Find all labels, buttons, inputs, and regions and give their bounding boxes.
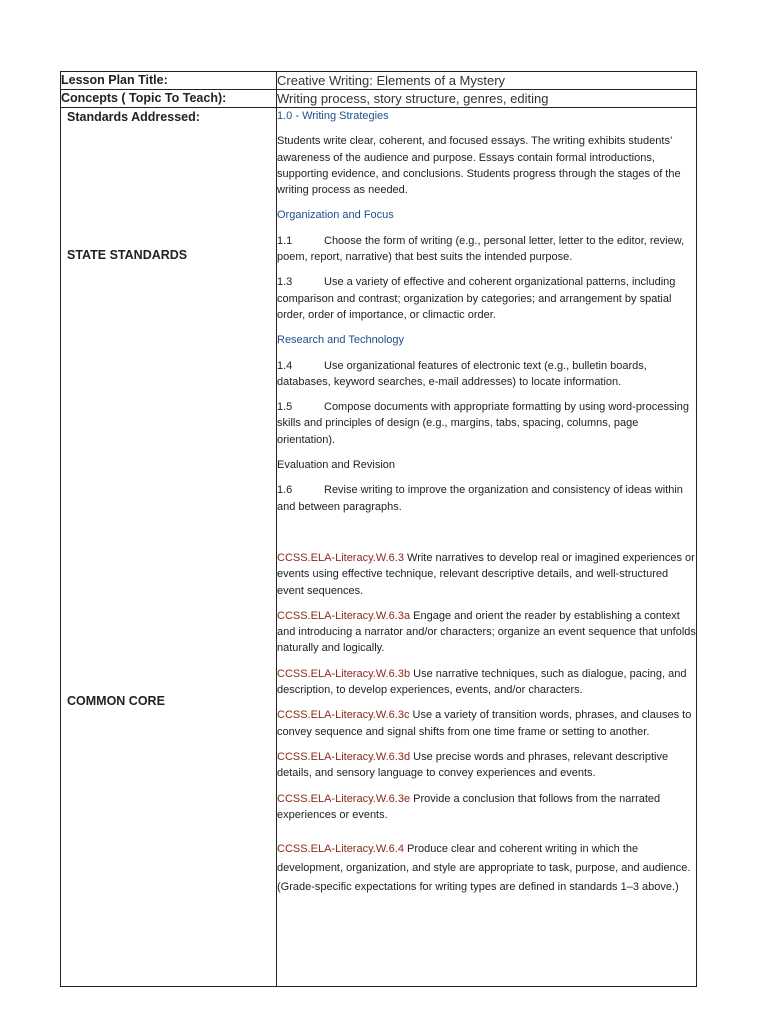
ccss-w63d <box>277 749 696 782</box>
title-row <box>61 72 697 90</box>
common-core-label: COMMON CORE <box>67 694 165 708</box>
organization-focus-heading: Organization and Focus <box>277 209 394 222</box>
ccss-w63a-text: Engage and orient the reader by establishing a context and introducing a narrator and/or characters; organize an event sequence that unfolds naturally and logically. <box>277 609 696 655</box>
ccss-w63-code: CCSS.ELA-Literacy.W.6.3 <box>277 551 404 564</box>
concepts-row <box>61 90 697 108</box>
standards-row <box>61 108 697 987</box>
standard-1-1-text: Choose the form of writing (e.g., personal letter, letter to the editor, review, poem, report, narrative) that best suits the intended purpose. <box>277 234 685 264</box>
ccss-w64-text: Produce clear and coherent writing in which the development, organization, and style are appropriate to task, purpose, and audience. (Grade-specific expectations for writing types are defined in standards 1–3 above.) <box>277 843 691 894</box>
standard-1-6-number: 1.6 <box>277 484 293 497</box>
standards-label: Standards Addressed: <box>67 110 200 124</box>
title-value: Creative Writing: Elements of a Mystery <box>277 72 697 90</box>
title-label: Lesson Plan Title: <box>61 72 277 90</box>
ccss-w63d-text: Use precise words and phrases, relevant descriptive details, and sensory language to convey experiences and events. <box>277 750 669 780</box>
standard-1-3-number: 1.3 <box>277 276 293 289</box>
standard-1-1-number: 1.1 <box>277 234 293 247</box>
evaluation-revision-heading: Evaluation and Revision <box>277 459 396 472</box>
concepts-label: Concepts ( Topic To Teach): <box>61 90 277 108</box>
ccss-w63c-text: Use a variety of transition words, phrases, and clauses to convey sequence and signal shifts from one time frame or setting to another. <box>277 709 692 738</box>
ccss-w63a-code: CCSS.ELA-Literacy.W.6.3a <box>277 609 411 622</box>
standards-content-cell <box>277 108 697 987</box>
section-spacer <box>277 524 696 550</box>
research-technology-heading: Research and Technology <box>277 334 404 347</box>
ccss-w63e <box>277 791 696 824</box>
standard-1-5-text: Compose documents with appropriate formatting by using word-processing skills and principles of design (e.g., margins, tabs, spacing, columns, page orientation). <box>277 401 690 446</box>
ccss-w63c-code: CCSS.ELA-Literacy.W.6.3c <box>277 709 410 722</box>
standard-1-3-text: Use a variety of effective and coherent organizational patterns, including comparison and contrast; organization by categories; and arrangement by spatial order, order of importance, or climactic order. <box>277 276 676 321</box>
standards-left-cell <box>61 108 277 987</box>
standard-1-5 <box>277 399 696 448</box>
ccss-w64-code: CCSS.ELA-Literacy.W.6.4 <box>277 843 404 856</box>
ccss-w63c <box>277 707 696 740</box>
ccss-w63b <box>277 666 696 699</box>
standard-1-4-text: Use organizational features of electronic text (e.g., bulletin boards, databases, keyword searches, e-mail addresses) to locate information. <box>277 359 647 388</box>
lesson-plan-table <box>60 71 697 987</box>
ccss-w63e-code: CCSS.ELA-Literacy.W.6.3e <box>277 792 411 805</box>
ccss-w63a <box>277 608 696 657</box>
state-standards-label: STATE STANDARDS <box>67 248 188 262</box>
ccss-w63b-code: CCSS.ELA-Literacy.W.6.3b <box>277 667 411 680</box>
ccss-w63e-text: Provide a conclusion that follows from the narrated experiences or events. <box>277 792 661 821</box>
ccss-w63d-code: CCSS.ELA-Literacy.W.6.3d <box>277 750 411 763</box>
standard-1-4 <box>277 358 696 391</box>
writing-strategies-heading: 1.0 - Writing Strategies <box>277 110 389 122</box>
ccss-w64 <box>277 840 696 897</box>
standard-1-6 <box>277 482 696 515</box>
ccss-w63b-text: Use narrative techniques, such as dialogue, pacing, and description, to develop experiences, events, and/or characters. <box>277 667 687 697</box>
state-intro-paragraph: Students write clear, coherent, and focused essays. The writing exhibits students’ awareness of the audience and purpose. Essays contain formal introductions, supporting evidence, and conclusions. Students progress through the stages of the writing process as needed. <box>277 135 681 197</box>
standard-1-1 <box>277 233 696 266</box>
standard-1-4-number: 1.4 <box>277 359 293 372</box>
standard-1-6-text: Revise writing to improve the organization and consistency of ideas within and between paragraphs. <box>277 484 683 513</box>
concepts-value: Writing process, story structure, genres, editing <box>277 90 697 108</box>
standard-1-3 <box>277 274 696 323</box>
ccss-w63-text: Write narratives to develop real or imagined experiences or events using effective technique, relevant descriptive details, and well-structured event sequences. <box>277 551 695 597</box>
standard-1-5-number: 1.5 <box>277 401 293 414</box>
ccss-w63 <box>277 550 696 599</box>
